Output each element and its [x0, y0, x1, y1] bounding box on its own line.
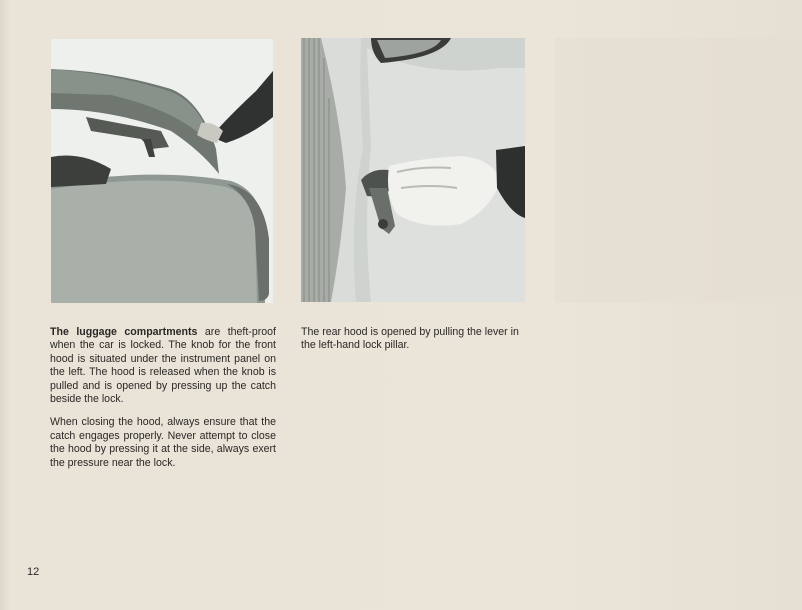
right-text-column: [301, 326, 531, 363]
page-number: 12: [27, 566, 40, 578]
paragraph-closing-hood: When closing the hood, always ensure that the catch engages properly. Never attempt to close the hood by pressing it at the side, always exert the pressure near the lock.: [50, 416, 276, 469]
left-text-column: [50, 326, 276, 480]
blank-panel: [555, 38, 802, 303]
luggage-heading: The luggage compartments: [50, 326, 198, 338]
luggage-body: are theft-proof when the car is locked. The knob for the front hood is situated under the instrument panel on the left. The hood is released when the knob is pulled and is opened by pressing up the catch beside the lock.: [50, 326, 276, 406]
front-hood-photo: [51, 39, 273, 303]
paragraph-rear-hood: The rear hood is opened by pulling the lever in the left-hand lock pillar.: [301, 326, 519, 352]
paragraph-luggage: [50, 326, 276, 406]
rear-hood-lever-photo: [301, 38, 525, 302]
